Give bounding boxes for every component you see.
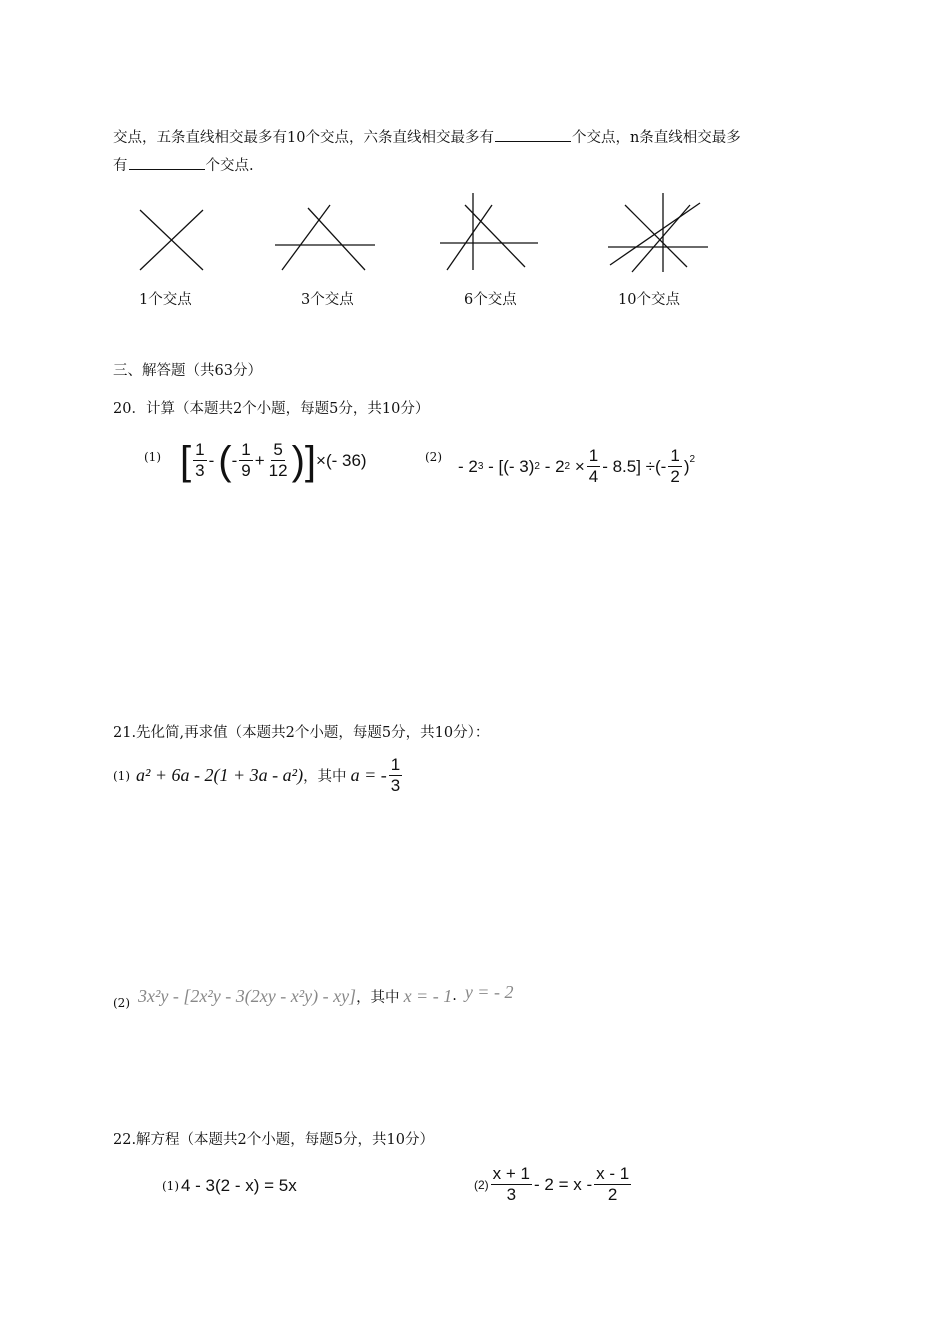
text-line-1b: 个交点，n条直线相交最多 bbox=[571, 130, 741, 146]
text-line-2 bbox=[113, 154, 254, 175]
left-paren: ( bbox=[218, 438, 232, 483]
figure-3-lines bbox=[275, 205, 375, 270]
fraction-1-2: $\frac{1}{2}$ bbox=[670, 446, 680, 486]
q21-part1 bbox=[113, 755, 404, 796]
q21-part2-expression: 3x²y - [2x²y - 3(2xy - x²y) - xy] bbox=[138, 985, 357, 1006]
q22-part2: (2) $\frac{x + 1}{3}$ - 2 = x - $\frac{x - 1}{2}$ bbox=[474, 1164, 630, 1204]
fraction-5-12: $\frac{5}{12}$ bbox=[268, 440, 288, 480]
figure-6-lines bbox=[440, 193, 538, 270]
figure-10-lines bbox=[608, 193, 708, 272]
q21-part2-label: (2) bbox=[113, 996, 130, 1010]
fraction-1-3-value: $\frac{1}{3}$ bbox=[390, 755, 401, 795]
figure-1-lines bbox=[140, 210, 203, 270]
q20-part2-label: (2) bbox=[425, 450, 442, 464]
q22-part1 bbox=[162, 1176, 297, 1196]
q20-part1-label: (1) bbox=[144, 450, 161, 464]
figure-3-caption: 6个交点 bbox=[464, 292, 517, 308]
left-bracket: [ bbox=[180, 438, 192, 483]
q22-part1-expression: 4 - 3(2 - x) = 5x bbox=[181, 1176, 297, 1195]
q21-part2 bbox=[113, 982, 513, 1010]
text-line-2a: 有 bbox=[113, 158, 128, 174]
fraction-1-9: $\frac{1}{9}$ bbox=[241, 440, 251, 480]
q20-title: 20．计算（本题共2个小题，每题5分，共10分） bbox=[113, 401, 430, 417]
right-paren: ) bbox=[291, 438, 305, 483]
q22-title: 22.解方程（本题共2个小题，每题5分，共10分） bbox=[113, 1132, 434, 1148]
q20-part2-expression: - 2 3 - [(- 3) 2 - 2 2 × $\frac{1}{4}$ - 8.5] ÷(- $\frac{1}{2}$ ) $^2$ bbox=[458, 446, 696, 486]
fraction-x-plus-1-over-3: $\frac{x + 1}{3}$ bbox=[492, 1164, 531, 1204]
answer-blank-2[interactable] bbox=[129, 155, 205, 170]
q21-part2-x-value: x = - 1 bbox=[403, 985, 453, 1006]
right-bracket: ] bbox=[304, 438, 317, 483]
text-line-1a: 交点，五条直线相交最多有10个交点，六条直线相交最多有 bbox=[113, 130, 494, 146]
q21-title: 21.先化简,再求值（本题共2个小题，每题5分，共10分）： bbox=[113, 725, 490, 741]
fraction-1-4: $\frac{1}{4}$ bbox=[588, 446, 599, 486]
fraction-1-3: $\frac{1}{3}$ bbox=[195, 440, 205, 480]
line-intersection-figures bbox=[0, 185, 950, 285]
q21-part1-expression: a² + 6a - 2(1 + 3a - a²) bbox=[136, 765, 304, 785]
q20-part1-expression: [ $\frac{1}{3}$ - ( - $\frac{1}{9}$ + $\frac{5}{12}$ ) ] ×(- 36) bbox=[180, 438, 367, 483]
text-line-1 bbox=[113, 126, 741, 147]
q21-part1-condition: ，其中 bbox=[303, 769, 347, 785]
figure-4-caption: 10个交点 bbox=[618, 292, 680, 308]
figure-2-caption: 3个交点 bbox=[301, 292, 354, 308]
q21-part2-condition: ，其中 bbox=[356, 989, 400, 1006]
q21-part1-label: (1) bbox=[113, 768, 130, 783]
q21-part2-y-value: y = - 2 bbox=[464, 981, 514, 1002]
q21-part1-var: a = - bbox=[350, 765, 387, 785]
section-3-title: 三、解答题（共63分） bbox=[113, 363, 262, 379]
fraction-x-minus-1-over-2: $\frac{x - 1}{2}$ bbox=[596, 1164, 630, 1204]
q22-part2-label: (2) bbox=[474, 1177, 489, 1192]
figure-1-caption: 1个交点 bbox=[139, 292, 192, 308]
q21-part2-dot: . bbox=[452, 988, 457, 1004]
text-line-2b: 个交点. bbox=[205, 158, 254, 174]
answer-blank-1[interactable] bbox=[495, 127, 571, 142]
q22-part1-label: (1) bbox=[162, 1179, 179, 1193]
